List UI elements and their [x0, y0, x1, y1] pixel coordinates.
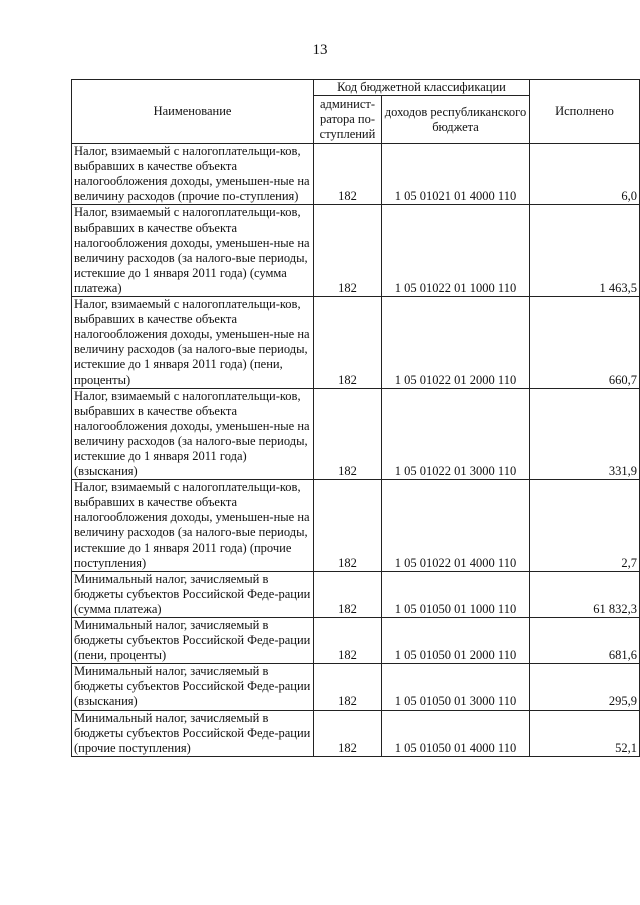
table-row: [72, 664, 640, 710]
table-row: [72, 480, 640, 572]
row-name: Налог, взимаемый с налогоплательщи-ков, выбравших в качестве объекта налогообложения доходы, уменьшен-ные на величину расходов (за налого-вые периоды, истекшие до 1 января 2011 года) (прочие поступления): [72, 480, 314, 572]
header-income: доходов республиканского бюджета: [382, 96, 530, 144]
table-row: [72, 297, 640, 389]
row-income-code: 1 05 01021 01 4000 110: [382, 144, 530, 205]
row-admin-code: 182: [314, 297, 382, 389]
row-name: Минимальный налог, зачисляемый в бюджеты субъектов Российской Феде-рации (сумма платежа): [72, 571, 314, 617]
header-budget-code: Код бюджетной классификации: [314, 80, 530, 96]
row-amount: 660,7: [530, 297, 640, 389]
row-amount: 6,0: [530, 144, 640, 205]
row-name: Минимальный налог, зачисляемый в бюджеты субъектов Российской Феде-рации (пени, проценты): [72, 618, 314, 664]
header-administrator: админист-ратора по-ступлений: [314, 96, 382, 144]
table-row: [72, 710, 640, 756]
table-row: [72, 571, 640, 617]
row-admin-code: 182: [314, 205, 382, 297]
row-income-code: 1 05 01022 01 1000 110: [382, 205, 530, 297]
row-income-code: 1 05 01022 01 3000 110: [382, 388, 530, 480]
row-amount: 2,7: [530, 480, 640, 572]
row-amount: 331,9: [530, 388, 640, 480]
table-header: [72, 80, 640, 144]
row-admin-code: 182: [314, 710, 382, 756]
row-income-code: 1 05 01050 01 3000 110: [382, 664, 530, 710]
row-amount: 61 832,3: [530, 571, 640, 617]
row-admin-code: 182: [314, 144, 382, 205]
table-row: [72, 388, 640, 480]
row-amount: 1 463,5: [530, 205, 640, 297]
row-name: Налог, взимаемый с налогоплательщи-ков, выбравших в качестве объекта налогообложения доходы, уменьшен-ные на величину расходов (за налого-вые периоды, истекшие до 1 января 2011 года) (сумма платежа): [72, 205, 314, 297]
table-row: [72, 618, 640, 664]
row-income-code: 1 05 01022 01 2000 110: [382, 297, 530, 389]
header-name: Наименование: [72, 80, 314, 144]
row-name: Налог, взимаемый с налогоплательщи-ков, выбравших в качестве объекта налогообложения доходы, уменьшен-ные на величину расходов (за налого-вые периоды, истекшие до 1 января 2011 года) (взыскания): [72, 388, 314, 480]
page-number: 13: [312, 42, 328, 58]
table-body: [72, 144, 640, 757]
table-row: [72, 144, 640, 205]
row-name: Налог, взимаемый с налогоплательщи-ков, выбравших в качестве объекта налогообложения доходы, уменьшен-ные на величину расходов (за налого-вые периоды, истекшие до 1 января 2011 года) (пени, проценты): [72, 297, 314, 389]
row-admin-code: 182: [314, 618, 382, 664]
row-name: Минимальный налог, зачисляемый в бюджеты субъектов Российской Феде-рации (прочие поступления): [72, 710, 314, 756]
header-executed: Исполнено: [530, 80, 640, 144]
row-admin-code: 182: [314, 664, 382, 710]
scan-margin-mark: [635, 400, 638, 460]
row-amount: 681,6: [530, 618, 640, 664]
row-amount: 295,9: [530, 664, 640, 710]
table-row: [72, 205, 640, 297]
row-amount: 52,1: [530, 710, 640, 756]
row-admin-code: 182: [314, 388, 382, 480]
row-income-code: 1 05 01050 01 4000 110: [382, 710, 530, 756]
row-name: Налог, взимаемый с налогоплательщи-ков, выбравших в качестве объекта налогообложения доходы, уменьшен-ные на величину расходов (прочие по-ступления): [72, 144, 314, 205]
row-income-code: 1 05 01050 01 1000 110: [382, 571, 530, 617]
row-income-code: 1 05 01022 01 4000 110: [382, 480, 530, 572]
row-admin-code: 182: [314, 480, 382, 572]
row-name: Минимальный налог, зачисляемый в бюджеты субъектов Российской Феде-рации (взыскания): [72, 664, 314, 710]
row-income-code: 1 05 01050 01 2000 110: [382, 618, 530, 664]
budget-table: [71, 79, 640, 757]
row-admin-code: 182: [314, 571, 382, 617]
